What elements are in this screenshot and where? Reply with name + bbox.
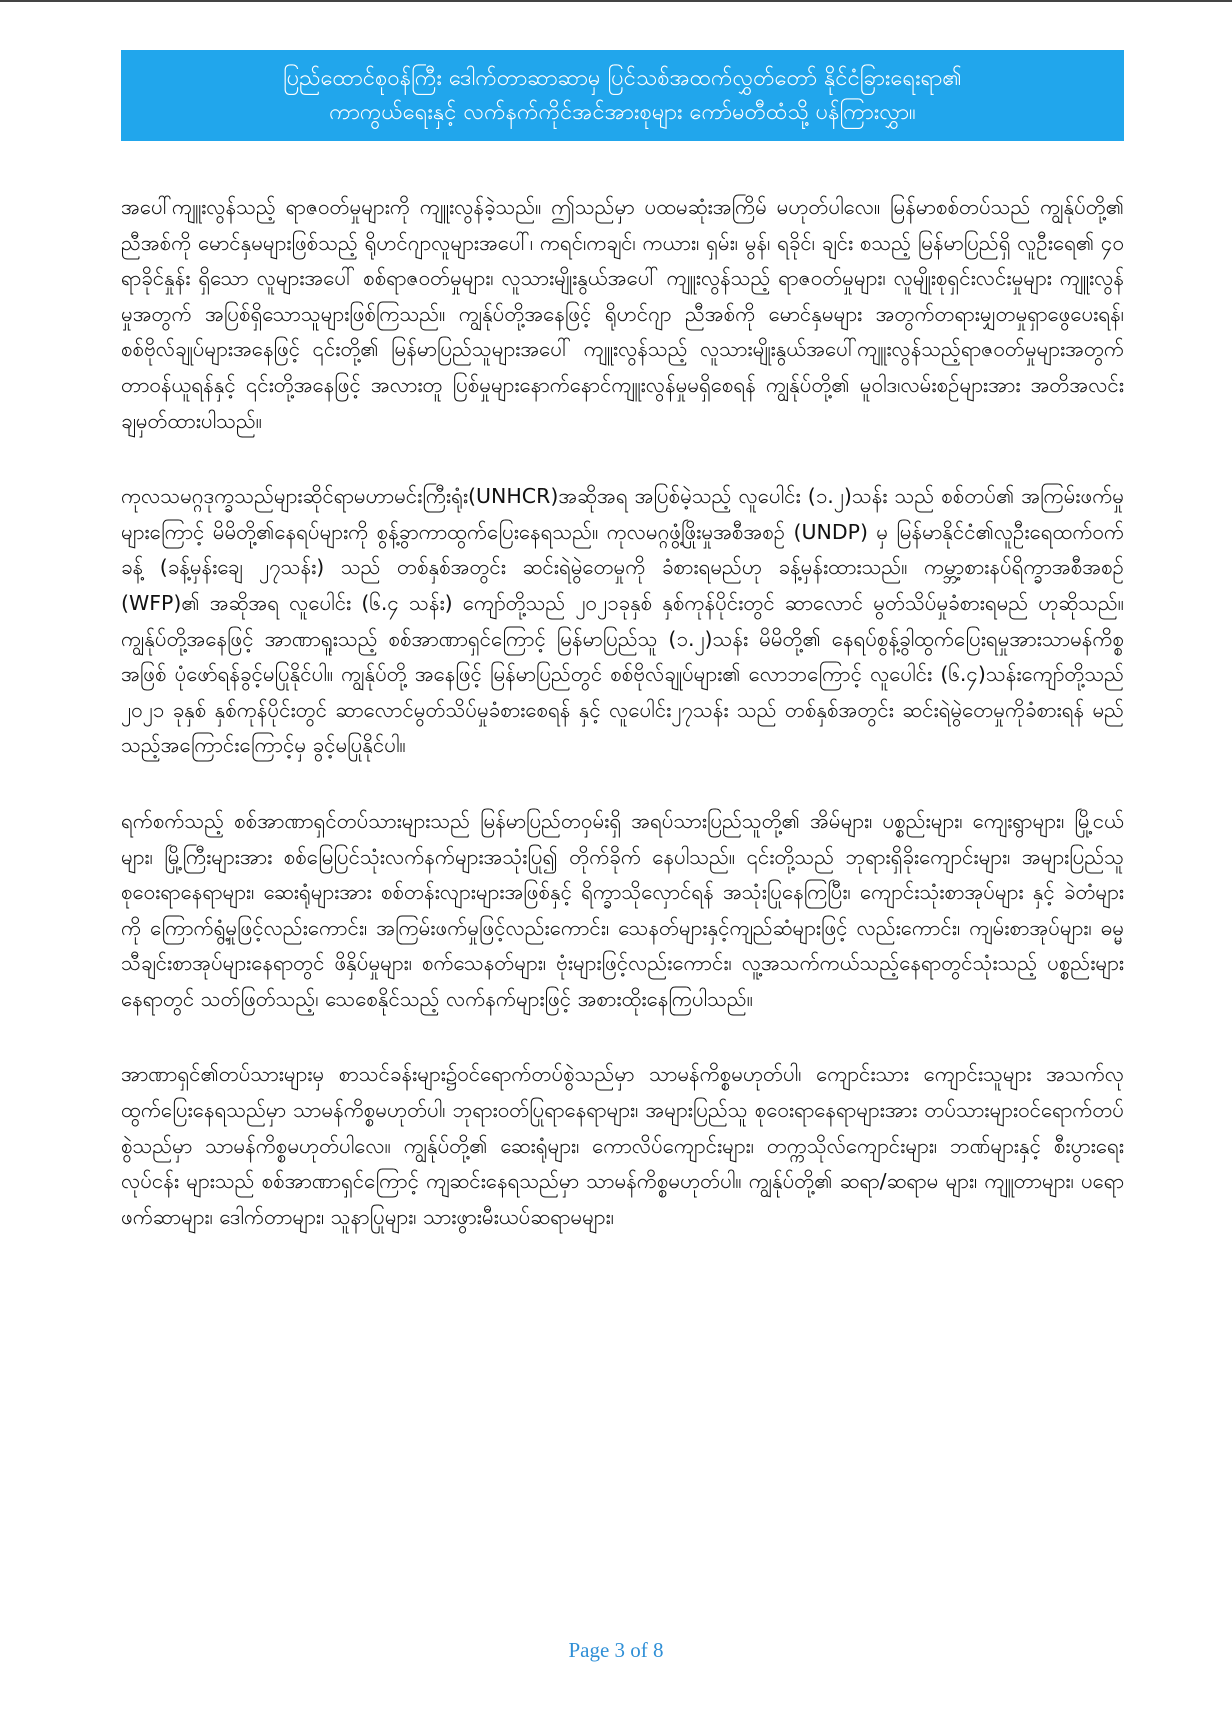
paragraph-4: အာဏာရှင်၏တပ်သားများမှ စာသင်ခန်းများ၌ဝင်ရောက်တပ်စွဲသည်မှာ သာမန်ကိစ္စမဟုတ်ပါ၊ ကျောင်းသား ကျောင်းသူများ အသက်လုထွက်ပြေးနေရသည်မှာ သာမန်ကိစ္စမဟုတ်ပါ၊ ဘုရားဝတ်ပြုရာနေရာများ၊ အများပြည်သူ စုဝေးရာနေရာများအား တပ်သားများဝင်ရောက်တပ်စွဲသည်မှာ သာမန်ကိစ္စမဟုတ်ပါလေ။ ကျွန်ုပ်တို့၏ ဆေးရုံများ၊ ကောလိပ်ကျောင်းများ၊ တက္ကသိုလ်ကျောင်းများ၊ ဘဏ်များနှင့် စီးပွားရေးလုပ်ငန်း များသည် စစ်အာဏာရှင်ကြောင့် ကျဆင်းနေရသည်မှာ သာမန်ကိစ္စမဟုတ်ပါ။ ကျွန်ုပ်တို့၏ ဆရာ/ဆရာမ များ၊ ကျူတာများ၊ ပရောဖက်ဆာများ၊ ဒေါက်တာများ၊ သူနာပြုများ၊ သားဖွားမီးယပ်ဆရာမများ၊: [121, 1062, 1124, 1229]
document-body: [121, 190, 1124, 1275]
paragraph-3: ရက်စက်သည့် စစ်အာဏာရှင်တပ်သားများသည် မြန်မာပြည်တဝှမ်းရှိ အရပ်သားပြည်သူတို့၏ အိမ်များ၊ ပစ္စည်းများ၊ ကျေးရွာများ၊ မြို့ငယ်များ၊ မြို့ကြီးများအား စစ်မြေပြင်သုံးလက်နက်များအသုံးပြု၍ တိုက်ခိုက် နေပါသည်။ ၎င်းတို့သည် ဘုရားရှိခိုးကျောင်းများ၊ အများပြည်သူစုဝေးရာနေရာများ၊ ဆေးရုံများအား စစ်တန်းလျားများအဖြစ်နှင့် ရိက္ခာသိုလှောင်ရန် အသုံးပြုနေကြပြီး၊ ကျောင်းသုံးစာအုပ်များ နှင့် ခဲတံများကို ကြောက်ရွံ့မှုဖြင့်လည်းကောင်း၊ အကြမ်းဖက်မှုဖြင့်လည်းကောင်း၊ သေနတ်များနှင့်ကျည်ဆံများဖြင့် လည်းကောင်း၊ ကျမ်းစာအုပ်များ၊ ဓမ္မသီချင်းစာအုပ်များနေရာတွင် ဖိနှိပ်မှုများ၊ စက်သေနတ်များ၊ ဗုံးများဖြင့်လည်းကောင်း၊ လူ့အသက်ကယ်သည့်နေရာတွင်သုံးသည့် ပစ္စည်းများနေရာတွင် သတ်ဖြတ်သည့်၊ သေစေနိုင်သည့် လက်နက်များဖြင့် အစားထိုးနေကြပါသည်။: [121, 808, 1124, 1011]
header-title-line-2: ကာကွယ်ရေးနှင့် လက်နက်ကိုင်အင်အားစုများ ကော်မတီထံသို့ ပန်ကြားလွှာ။: [329, 99, 916, 125]
header-title-line-1: ပြည်ထောင်စုဝန်ကြီး ဒေါက်တာဆာဆာမှ ပြင်သစ်အထက်လွှတ်တော် နိုင်ငံခြားရေးရာ၏: [283, 65, 962, 91]
top-border-line: [0, 0, 1232, 2]
paragraph-2: ကုလသမဂ္ဂဒုက္ခသည်များဆိုင်ရာမဟာမင်းကြီးရုံး(UNHCR)အဆိုအရ အပြစ်မဲ့သည့် လူပေါင်း (၁.၂)သန်း သည် စစ်တပ်၏ အကြမ်းဖက်မှုများကြောင့် မိမိတို့၏နေရပ်များကို စွန့်ခွာကာထွက်ပြေးနေရသည်။ ကုလမဂ္ဂဖွံ့ဖြိုးမှုအစီအစဉ် (UNDP) မှ မြန်မာနိုင်ငံ၏လူဦးရေထက်ဝက်ခန့် (ခန့်မှန်းချေ ၂၇သန်း) သည် တစ်နှစ်အတွင်း ဆင်းရဲမွဲတေမှုကို ခံစားရမည်ဟု ခန့်မှန်းထားသည်။ ကမ္ဘာ့စားနပ်ရိက္ခာအစီအစဉ် (WFP)၏ အဆိုအရ လူပေါင်း (၆.၄ သန်း) ကျော်တို့သည် ၂၀၂၁ခုနှစ် နှစ်ကုန်ပိုင်းတွင် ဆာလောင် မွတ်သိပ်မှုခံစားရမည် ဟုဆိုသည်။ ကျွန်ုပ်တို့အနေဖြင့် အာဏာရူးသည့် စစ်အာဏာရှင်ကြောင့် မြန်မာပြည်သူ (၁.၂)သန်း မိမိတို့၏ နေရပ်စွန့်ခွါထွက်ပြေးရမှုအားသာမန်ကိစ္စအဖြစ် ပုံဖော်ရန်ခွင့်မပြုနိုင်ပါ။ ကျွန်ုပ်တို့ အနေဖြင့် မြန်မာပြည်တွင် စစ်ဗိုလ်ချုပ်များ၏ လောဘကြောင့် လူပေါင်း (၆.၄)သန်းကျော်တို့သည် ၂၀၂၁ ခုနှစ် နှစ်ကုန်ပိုင်းတွင် ဆာလောင်မွတ်သိပ်မှုခံစားစေရန် နှင့် လူပေါင်း၂၇သန်း သည် တစ်နှစ်အတွင်း ဆင်းရဲမွဲတေမှုကိုခံစားရန် မည်သည့်အကြောင်းကြောင့်မှ ခွင့်မပြုနိုင်ပါ။: [121, 484, 1124, 758]
header-banner: [121, 50, 1124, 141]
paragraph-1: အပေါ်ကျူးလွန်သည့် ရာဇဝတ်မှုများကို ကျူးလွန်ခဲ့သည်။ ဤသည်မှာ ပထမဆုံးအကြိမ် မဟုတ်ပါလေ။ မြန်မာစစ်တပ်သည် ကျွန်ုပ်တို့၏ ညီအစ်ကို မောင်နှမများဖြစ်သည့် ရိုဟင်ဂျာလူများအပေါ်၊ ကရင်၊ကချင်၊ ကယား၊ ရှမ်း၊ မွန်၊ ရခိုင်၊ ချင်း စသည့် မြန်မာပြည်ရှိ လူဦးရေ၏ ၄၀ ရာခိုင်နှုန်း ရှိသော လူများအပေါ် စစ်ရာဇဝတ်မှုများ၊ လူသားမျိုးနွယ်အပေါ် ကျူးလွန်သည့် ရာဇဝတ်မှုများ၊ လူမျိုးစုရှင်းလင်းမှုများ ကျူးလွန်မှုအတွက် အပြစ်ရှိသောသူများဖြစ်ကြသည်။ ကျွန်ုပ်တို့အနေဖြင့် ရိုဟင်ဂျာ ညီအစ်ကို မောင်နှမများ အတွက်တရားမျှတမှုရှာဖွေပေးရန်၊ စစ်ဗိုလ်ချုပ်များအနေဖြင့် ၎င်းတို့၏ မြန်မာပြည်သူများအပေါ် ကျူးလွန်သည့် လူသားမျိုးနွယ်အပေါ်ကျူးလွန်သည့်ရာဇဝတ်မှုများအတွက် တာဝန်ယူရန်နှင့် ၎င်းတို့အနေဖြင့် အလားတူ ပြစ်မှုများနောက်နောင်ကျူးလွန်မှုမရှိစေရန် ကျွန်ုပ်တို့၏ မူဝါဒ၊လမ်းစဉ်များအား အတိအလင်း ချမှတ်ထားပါသည်။: [121, 195, 1124, 433]
page-number: Page 3 of 8: [568, 1638, 664, 1662]
